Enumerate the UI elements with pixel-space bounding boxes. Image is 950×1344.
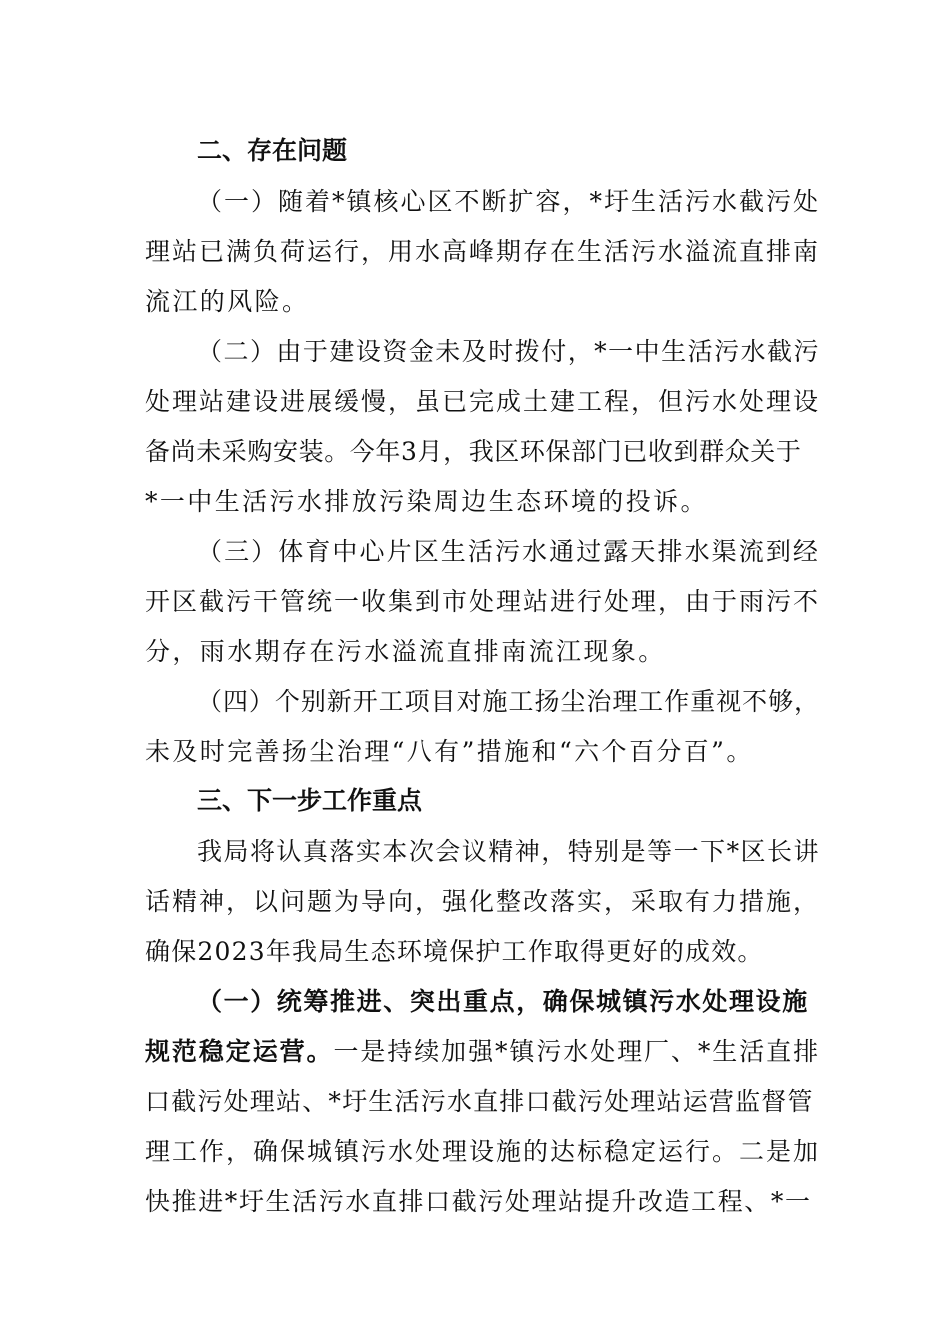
paragraph-line: 确保2023年我局生态环境保护工作取得更好的成效。 <box>145 937 764 966</box>
paragraph-line: 未及时完善扬尘治理“八有”措施和“六个百分百”。 <box>145 737 754 766</box>
paragraph-line: （一）随着*镇核心区不断扩容，*圩生活污水截污处 <box>197 187 820 216</box>
paragraph-line: 我局将认真落实本次会议精神，特别是等一下*区长讲 <box>197 837 820 866</box>
paragraph-line: 开区截污干管统一收集到市处理站进行处理，由于雨污不 <box>145 587 820 616</box>
paragraph-line: 分，雨水期存在污水溢流直排南流江现象。 <box>145 637 666 666</box>
paragraph-line-bold-lead: （一）统筹推进、突出重点，确保城镇污水处理设施 <box>197 987 809 1016</box>
paragraph-line: 处理站建设进展缓慢，虽已完成土建工程，但污水处理设 <box>145 387 820 416</box>
paragraph-line: （三）体育中心片区生活污水通过露天排水渠流到经 <box>197 537 820 566</box>
paragraph-line <box>145 1036 950 1068</box>
paragraph-line: （二）由于建设资金未及时拨付，*一中生活污水截污 <box>197 337 820 366</box>
paragraph-line: *一中生活污水排放污染周边生态环境的投诉。 <box>145 487 708 516</box>
paragraph-line: 理工作，确保城镇污水处理设施的达标稳定运行。二是加 <box>145 1137 820 1166</box>
section-heading-next-steps: 三、下一步工作重点 <box>197 786 423 815</box>
paragraph-line: 话精神，以问题为导向，强化整改落实，采取有力措施， <box>145 887 820 916</box>
paragraph-line: 理站已满负荷运行，用水高峰期存在生活污水溢流直排南 <box>145 237 820 266</box>
bold-lead-run: 规范稳定运营。 <box>145 1037 334 1066</box>
paragraph-line: 流江的风险。 <box>145 287 310 316</box>
section-heading-problems: 二、存在问题 <box>197 136 348 165</box>
regular-run: 一是持续加强*镇污水处理厂、*生活直排 <box>333 1037 820 1066</box>
paragraph-line: 快推进*圩生活污水直排口截污处理站提升改造工程、*一 <box>145 1187 812 1216</box>
paragraph-line: （四）个别新开工项目对施工扬尘治理工作重视不够， <box>197 687 820 716</box>
paragraph-line: 备尚未采购安装。今年3月，我区环保部门已收到群众关于 <box>145 437 802 466</box>
paragraph-line: 口截污处理站、*圩生活污水直排口截污处理站运营监督管 <box>145 1087 814 1116</box>
